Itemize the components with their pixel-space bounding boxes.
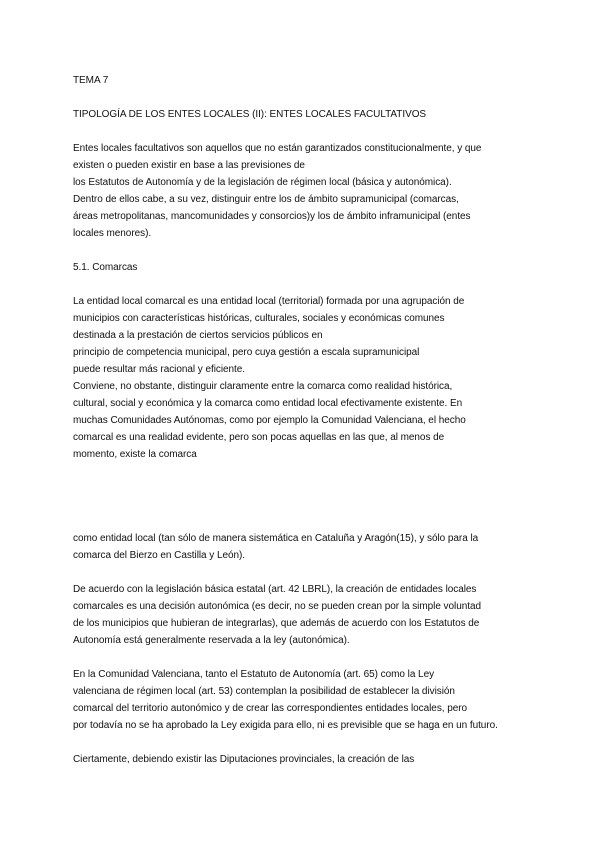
paragraph-line: Ciertamente, debiendo existir las Diputaciones provinciales, la creación de las: [73, 754, 415, 765]
paragraph-line: En la Comunidad Valenciana, tanto el Estatuto de Autonomía (art. 65) como la Ley: [73, 669, 435, 680]
paragraph-line: de los municipios que hubieran de integrarlas), que además de acuerdo con los Estatutos de: [73, 618, 480, 629]
paragraph-line: Entes locales facultativos son aquellos que no están garantizados constitucionalmente, y que: [73, 143, 482, 154]
section-heading: 5.1. Comarcas: [73, 262, 138, 273]
valencia-paragraph: [73, 666, 533, 734]
comarcas-paragraph: [73, 293, 533, 463]
paragraph-line: principio de competencia municipal, pero cuya gestión a escala supramunicipal: [73, 347, 420, 358]
paragraph-line: muchas Comunidades Autónomas, como por ejemplo la Comunidad Valenciana, el hecho: [73, 415, 466, 426]
paragraph-line: destinada a la prestación de ciertos servicios públicos en: [73, 330, 323, 341]
paragraph-line: municipios con características históricas, culturales, sociales y económicas comunes: [73, 313, 445, 324]
paragraph-line: Dentro de ellos cabe, a su vez, distinguir entre los de ámbito supramunicipal (comarcas,: [73, 194, 459, 205]
paragraph-line: como entidad local (tan sólo de manera sistemática en Cataluña y Aragón(15), y sólo para la: [73, 533, 479, 544]
paragraph-line: puede resultar más racional y eficiente.: [73, 364, 245, 375]
paragraph-line: cultural, social y económica y la comarca como entidad local efectivamente existente. En: [73, 398, 463, 409]
document-title: TIPOLOGÍA DE LOS ENTES LOCALES (II): ENTES LOCALES FACULTATIVOS: [73, 109, 427, 120]
legislation-paragraph: [73, 581, 533, 649]
paragraph-line: Conviene, no obstante, distinguir claramente entre la comarca como realidad histórica,: [73, 381, 453, 392]
closing-paragraph: [73, 751, 533, 768]
paragraph-line: comarca del Bierzo en Castilla y León).: [73, 550, 246, 561]
paragraph-line: áreas metropolitanas, mancomunidades y consorcios)y los de ámbito inframunicipal (entes: [73, 211, 471, 222]
section-heading-block: [73, 259, 533, 276]
paragraph-line: los Estatutos de Autonomía y de la legislación de régimen local (básica y autonómica).: [73, 177, 452, 188]
title-block: [73, 106, 533, 123]
document-heading: TEMA 7: [73, 75, 109, 86]
paragraph-line: comarcal del territorio autonómico y de crear las correspondientes entidades locales, pero: [73, 703, 468, 714]
continuation-paragraph: [73, 530, 533, 564]
paragraph-line: comarcal es una realidad evidente, pero son pocas aquellas en las que, al menos de: [73, 432, 445, 443]
paragraph-line: La entidad local comarcal es una entidad local (territorial) formada por una agrupación de: [73, 296, 465, 307]
paragraph-line: locales menores).: [73, 228, 152, 239]
paragraph-line: existen o pueden existir en base a las previsiones de: [73, 160, 305, 171]
heading-block: [73, 72, 533, 89]
intro-paragraph: [73, 140, 533, 242]
paragraph-line: comarcales es una decisión autonómica (es decir, no se pueden crean por la simple voluntad: [73, 601, 481, 612]
paragraph-line: Autonomía está generalmente reservada a la ley (autonómica).: [73, 635, 350, 646]
paragraph-line: De acuerdo con la legislación básica estatal (art. 42 LBRL), la creación de entidades locales: [73, 584, 477, 595]
paragraph-line: valenciana de régimen local (art. 53) contemplan la posibilidad de establecer la división: [73, 686, 455, 697]
paragraph-line: momento, existe la comarca: [73, 449, 197, 460]
paragraph-line: por todavía no se ha aprobado la Ley exigida para ello, ni es previsible que se haga en un futuro.: [73, 720, 498, 731]
